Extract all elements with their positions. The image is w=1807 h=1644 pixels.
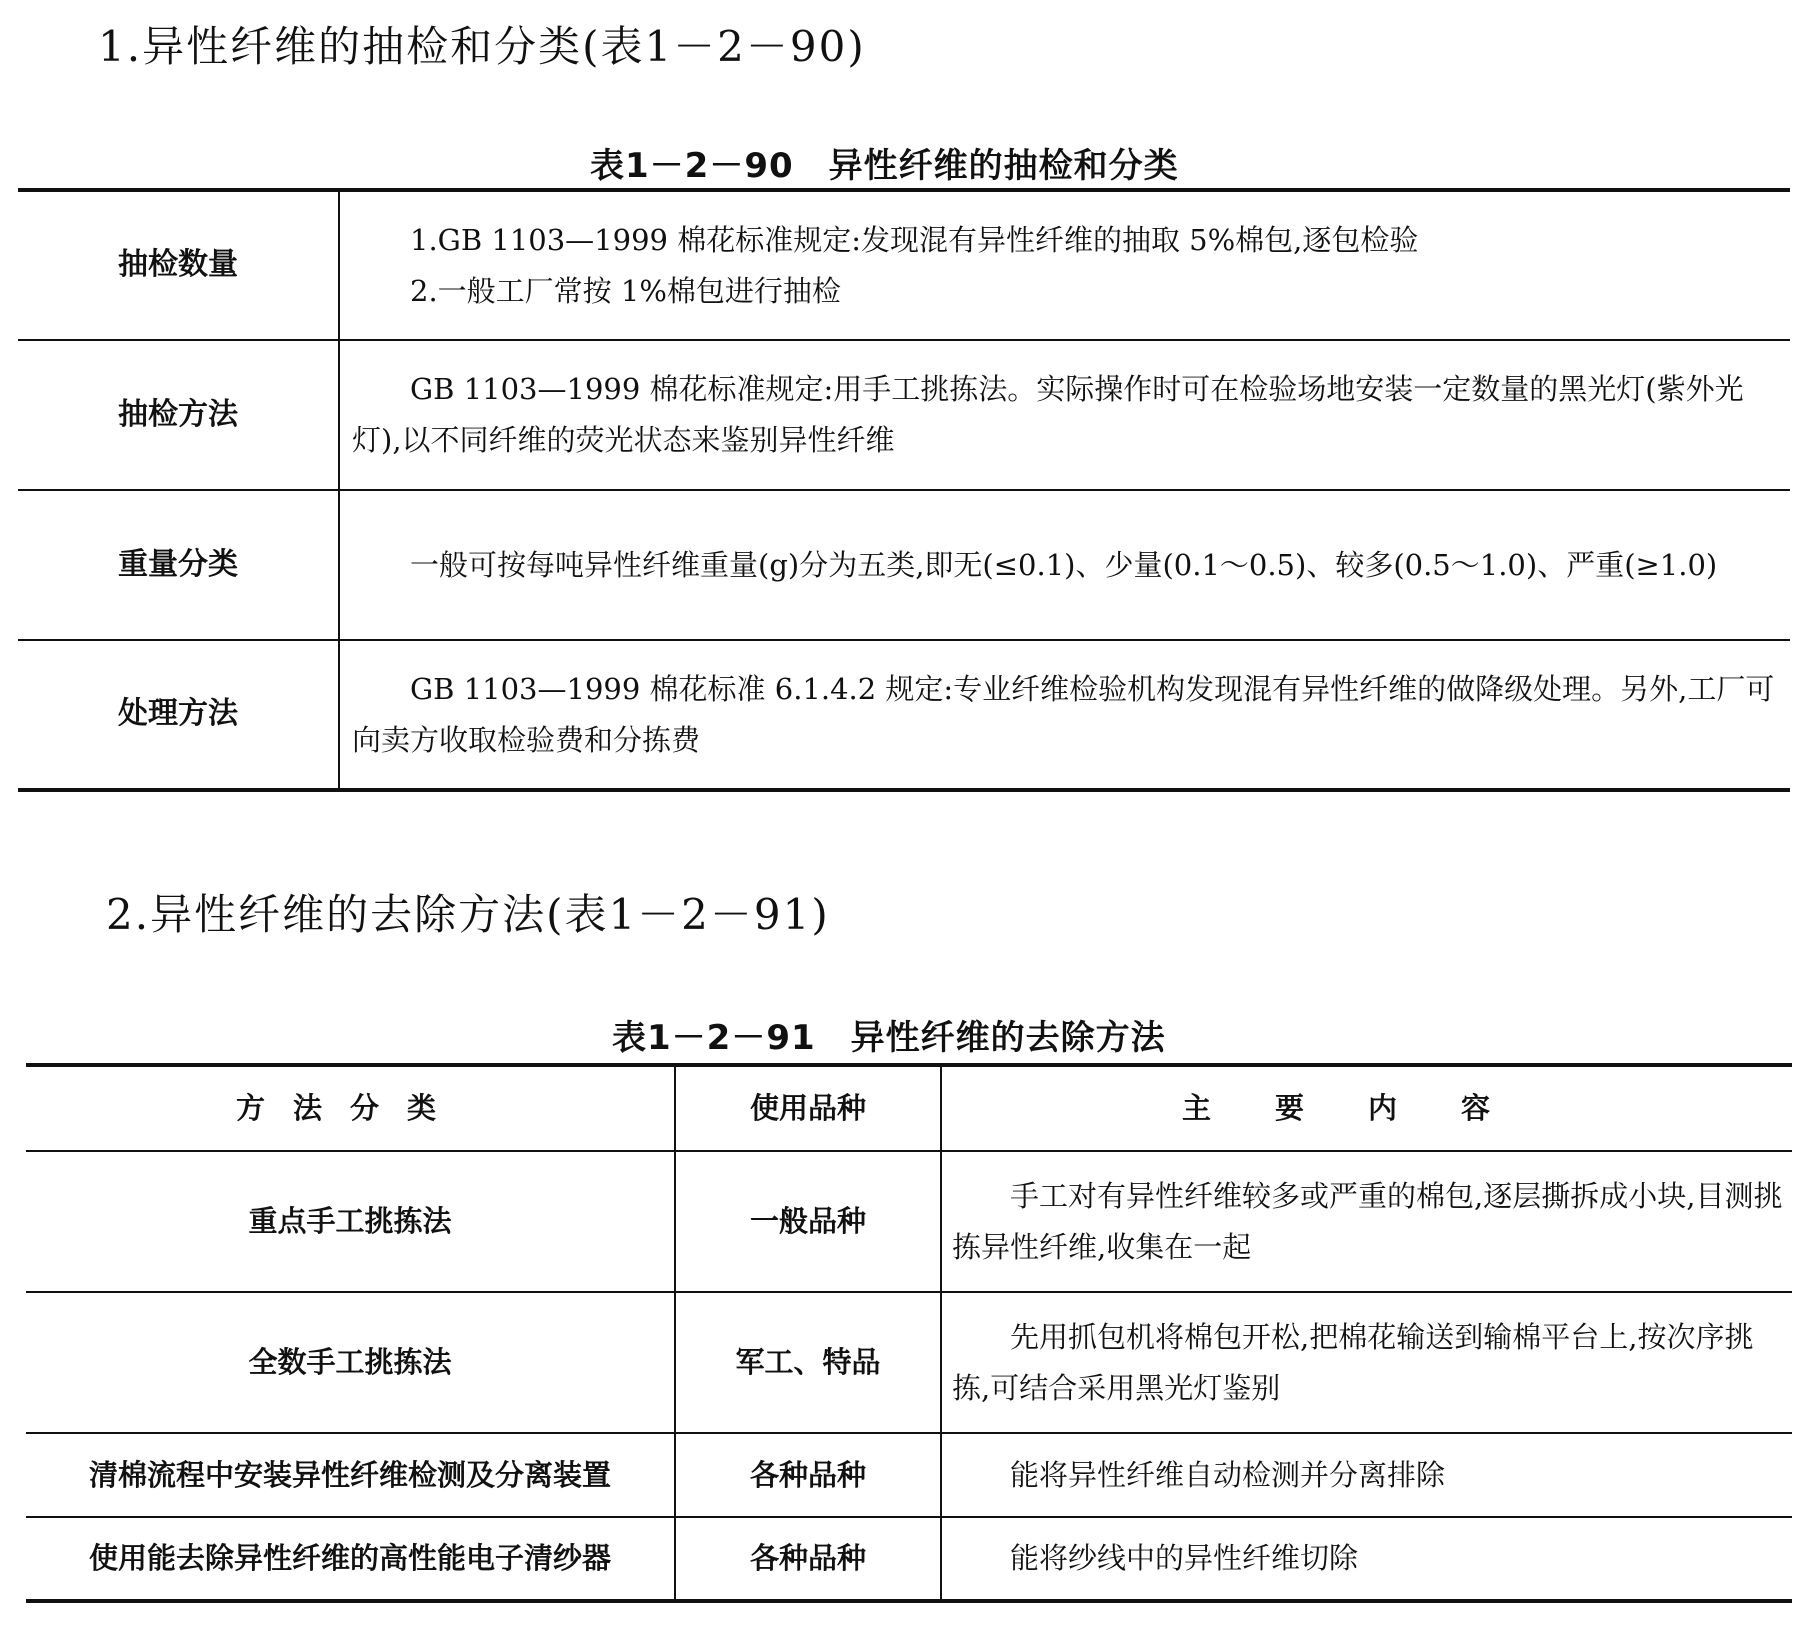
header-content — [941, 1065, 1792, 1151]
content-cell — [941, 1292, 1792, 1433]
method-cell: 清棉流程中安装异性纤维检测及分离装置 — [26, 1433, 675, 1517]
table-90-row-sampling-method — [18, 340, 1790, 490]
section-1-heading: 1.异性纤维的抽检和分类(表1－2－90) — [98, 22, 866, 71]
content-text: GB 1103—1999 棉花标准规定:用手工挑拣法。实际操作时可在检验场地安装一定数量的黑光灯(紫外光灯),以不同纤维的荧光状态来鉴别异性纤维 — [352, 372, 1744, 457]
row-content — [339, 340, 1790, 490]
table-row — [26, 1433, 1792, 1517]
content-cell — [941, 1151, 1792, 1292]
row-label: 重量分类 — [18, 490, 339, 640]
header-method-label: 方法分类 — [235, 1091, 464, 1126]
row-content — [339, 640, 1790, 790]
row-label: 处理方法 — [18, 640, 339, 790]
table-91-header-row — [26, 1065, 1792, 1151]
content-text: 能将异性纤维自动检测并分离排除 — [1010, 1457, 1446, 1492]
table-row — [26, 1151, 1792, 1292]
section-2-heading: 2.异性纤维的去除方法(表1－2－91) — [106, 890, 830, 939]
header-content-label: 主要内容 — [1181, 1091, 1554, 1126]
variety-cell: 军工、特品 — [675, 1292, 941, 1433]
table-row — [26, 1292, 1792, 1433]
variety-cell: 各种品种 — [675, 1517, 941, 1601]
variety-cell: 各种品种 — [675, 1433, 941, 1517]
table-90-row-weight-classification — [18, 490, 1790, 640]
content-line: 2.一般工厂常按 1%棉包进行抽检 — [410, 273, 841, 308]
row-label: 抽检方法 — [18, 340, 339, 490]
table-91 — [26, 1063, 1792, 1603]
content-text: 能将纱线中的异性纤维切除 — [1010, 1541, 1359, 1576]
header-variety-label: 使用品种 — [749, 1091, 866, 1126]
method-cell: 重点手工挑拣法 — [26, 1151, 675, 1292]
row-label: 抽检数量 — [18, 190, 339, 340]
content-text: 一般可按每吨异性纤维重量(g)分为五类,即无(≤0.1)、少量(0.1～0.5)、较多(0.5～1.0)、严重(≥1.0) — [410, 547, 1718, 582]
row-content — [339, 490, 1790, 640]
header-method — [26, 1065, 675, 1151]
table-row — [26, 1517, 1792, 1601]
content-text: 先用抓包机将棉包开松,把棉花输送到输棉平台上,按次序挑拣,可结合采用黑光灯鉴别 — [952, 1319, 1754, 1405]
content-cell — [941, 1517, 1792, 1601]
method-cell: 全数手工挑拣法 — [26, 1292, 675, 1433]
content-text: GB 1103—1999 棉花标准 6.1.4.2 规定:专业纤维检验机构发现混有异性纤维的做降级处理。另外,工厂可向卖方收取检验费和分拣费 — [352, 671, 1775, 757]
table-90 — [18, 188, 1790, 792]
table-90-row-handling-method — [18, 640, 1790, 790]
content-text: 手工对有异性纤维较多或严重的棉包,逐层撕拆成小块,目测挑拣异性纤维,收集在一起 — [952, 1178, 1783, 1264]
content-cell — [941, 1433, 1792, 1517]
variety-cell: 一般品种 — [675, 1151, 941, 1292]
table-90-row-sampling-quantity — [18, 190, 1790, 340]
table-91-caption: 表1－2－91 异性纤维的去除方法 — [612, 1018, 1166, 1058]
header-variety — [675, 1065, 941, 1151]
content-line: 1.GB 1103—1999 棉花标准规定:发现混有异性纤维的抽取 5%棉包,逐包检验 — [410, 222, 1419, 257]
table-90-caption: 表1－2－90 异性纤维的抽检和分类 — [590, 146, 1179, 186]
row-content — [339, 190, 1790, 340]
method-cell: 使用能去除异性纤维的高性能电子清纱器 — [26, 1517, 675, 1601]
